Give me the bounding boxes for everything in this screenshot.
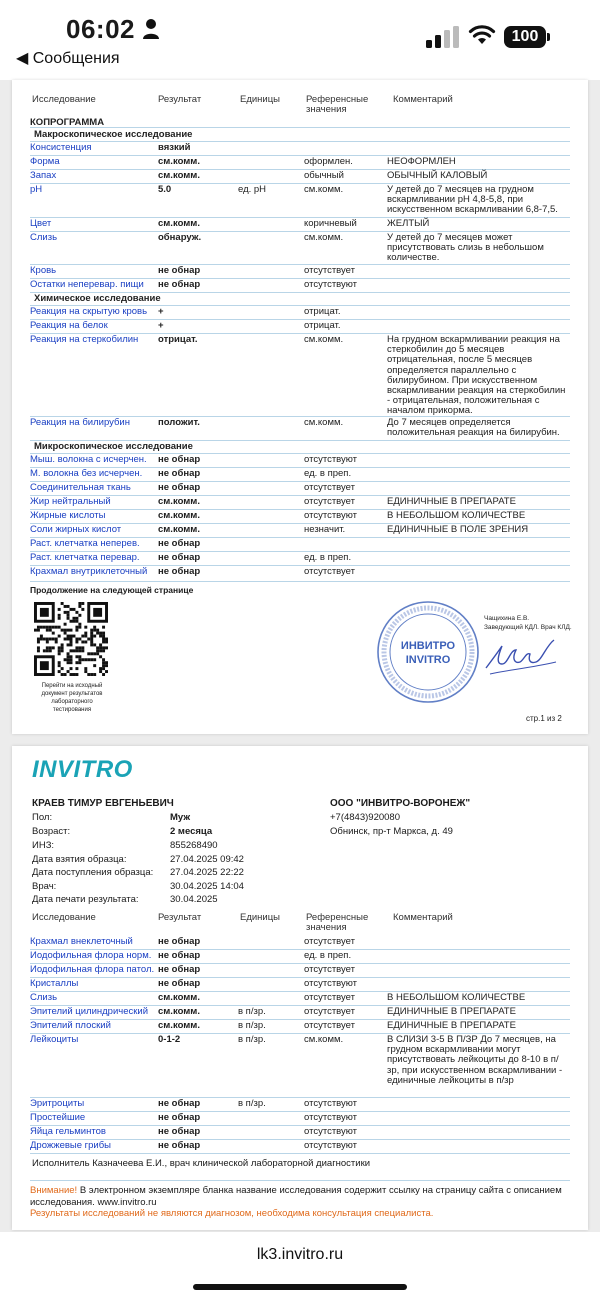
qr-code[interactable] [34, 602, 108, 676]
test-name[interactable]: Запах [30, 171, 57, 181]
report-page-2 [12, 746, 588, 1230]
test-reference: отсутствует [304, 566, 355, 577]
lab-name: ООО "ИНВИТРО-ВОРОНЕЖ" [330, 798, 471, 809]
table-row [30, 334, 570, 417]
table-row [30, 1098, 570, 1112]
test-name[interactable]: Яйца гельминтов [30, 1127, 106, 1137]
test-name[interactable]: Иодофильная флора норм. [30, 951, 152, 961]
table-row [30, 218, 570, 232]
test-result: вязкий [158, 142, 191, 153]
test-name[interactable]: Слизь [30, 993, 58, 1003]
test-name[interactable]: Эритроциты [30, 1099, 85, 1109]
executor: Исполнитель Казначеева Е.И., врач клинической лабораторной диагностики [32, 1158, 371, 1169]
notice-warning: Внимание! [30, 1185, 78, 1196]
test-reference: отсутствуют [304, 978, 358, 989]
test-name[interactable]: pH [30, 185, 43, 195]
test-result: не обнар [158, 978, 201, 989]
url-label[interactable]: lk3.invitro.ru [256, 1246, 344, 1263]
header-reference-1: Референсные [306, 94, 369, 105]
test-unit: в п/зр. [238, 1006, 266, 1017]
test-name[interactable]: Реакция на стеркобилин [30, 335, 139, 345]
test-result: см.комм. [158, 524, 200, 535]
test-comment: На грудном вскармливании реакция на стеркобилин до 5 месяцев отрицательная, после 5 месяцев определяется параллельно с билирубином. При искусственном вскармливании реакция на стеркобилин - отрицательная, положительная с началом прикорма. [387, 334, 566, 417]
stamp-text: ИНВИТРО [400, 640, 456, 652]
section-heading: Химическое исследование [30, 293, 570, 306]
test-result: см.комм. [158, 170, 200, 181]
test-comment: ОБЫЧНЫЙ КАЛОВЫЙ [387, 170, 488, 181]
table-row [30, 964, 570, 978]
test-result: не обнар [158, 1126, 201, 1137]
test-name[interactable]: Раст. клетчатка неперев. [30, 539, 140, 549]
test-reference: см.комм. [304, 417, 344, 428]
signer-block [484, 614, 572, 632]
test-comment: В НЕБОЛЬШОМ КОЛИЧЕСТВЕ [387, 992, 526, 1003]
test-result: не обнар [158, 1140, 201, 1151]
table-row [30, 1112, 570, 1126]
test-reference: см.комм. [304, 1034, 344, 1045]
test-reference: отсутствуют [304, 454, 358, 465]
info-label: Пол: [32, 812, 53, 823]
table-row [30, 978, 570, 992]
info-value: Муж [170, 812, 191, 823]
wifi-icon [468, 24, 496, 46]
table-row [30, 142, 570, 156]
cellular-signal-icon [426, 26, 460, 48]
test-comment: ЖЕЛТЫЙ [387, 218, 430, 229]
header-units: Единицы [240, 912, 281, 923]
report-title: КОПРОГРАММА [30, 118, 570, 128]
bottom-bar [0, 1232, 600, 1300]
battery-indicator: 100 [504, 26, 546, 48]
table-row [30, 496, 570, 510]
test-reference: оформлен. [304, 156, 353, 167]
test-reference: отсутствует [304, 265, 355, 276]
status-bar [0, 0, 600, 80]
header-study: Исследование [32, 912, 96, 923]
table-row [30, 1034, 570, 1098]
test-comment: ЕДИНИЧНЫЕ В ПРЕПАРАТЕ [387, 496, 516, 507]
test-result: не обнар [158, 566, 201, 577]
table-row [30, 1006, 570, 1020]
table-row [30, 170, 570, 184]
test-reference: отсутствует [304, 1006, 355, 1017]
test-result: не обнар [158, 538, 201, 549]
test-name[interactable]: Дрожжевые грибы [30, 1141, 112, 1151]
info-value: 2 месяца [170, 826, 213, 837]
test-name[interactable]: Мыш. волокна с исчерчен. [30, 455, 147, 465]
test-reference: отсутствует [304, 964, 355, 975]
test-name[interactable]: Форма [30, 157, 60, 167]
test-reference: отсутствует [304, 992, 355, 1003]
header-reference-1: Референсные [306, 912, 369, 923]
test-reference: обычный [304, 170, 344, 181]
notice-text: В электронном экземпляре бланка название исследования содержит ссылку на страницу сайта с описанием исследования. www.invitro.ru [30, 1185, 562, 1208]
test-name[interactable]: М. волокна без исчерчен. [30, 469, 143, 479]
test-reference: отсутствуют [304, 510, 358, 521]
test-name[interactable]: Остатки неперевар. пищи [30, 280, 144, 290]
test-result: не обнар [158, 454, 201, 465]
test-reference: см.комм. [304, 232, 344, 243]
test-reference: коричневый [304, 218, 357, 229]
table-row [30, 279, 570, 293]
patient-name: КРАЕВ ТИМУР ЕВГЕНЬЕВИЧ [32, 798, 174, 809]
test-result: см.комм. [158, 1020, 200, 1031]
test-comment: В НЕБОЛЬШОМ КОЛИЧЕСТВЕ [387, 510, 526, 521]
section-heading: Макроскопическое исследование [30, 129, 570, 142]
test-reference: отсутствуют [304, 1098, 358, 1109]
test-unit: в п/зр. [238, 1034, 266, 1045]
person-icon [142, 18, 160, 40]
table-row [30, 468, 570, 482]
table-row [30, 950, 570, 964]
test-reference: отрицат. [304, 306, 341, 317]
header-comment: Комментарий [393, 94, 453, 105]
lab-phone[interactable]: +7(4843)920080 [330, 812, 400, 823]
test-unit: в п/зр. [238, 1098, 266, 1109]
test-reference: см.комм. [304, 334, 344, 345]
info-value: 27.04.2025 22:22 [170, 867, 244, 878]
report-page-1 [12, 80, 588, 734]
table-row [30, 232, 570, 265]
clock: 06:02 [66, 14, 135, 44]
test-name[interactable]: Соли жирных кислот [30, 525, 122, 535]
header-study: Исследование [32, 94, 96, 105]
test-reference: отсутствует [304, 1020, 355, 1031]
table-row [30, 992, 570, 1006]
info-value: 27.04.2025 09:42 [170, 854, 244, 865]
test-result: см.комм. [158, 992, 200, 1003]
continue-note: Продолжение на следующей странице [30, 585, 194, 595]
test-name[interactable]: Лейкоциты [30, 1035, 79, 1045]
header-result: Результат [158, 94, 202, 105]
table-row [30, 1126, 570, 1140]
signer-name: Чащихина Е.В. [484, 615, 530, 622]
table-row [30, 524, 570, 538]
header-reference-2: значения [306, 922, 347, 933]
table-row [30, 306, 570, 320]
table-row [30, 936, 570, 950]
test-name[interactable]: Иодофильная флора патол. [30, 965, 155, 975]
test-reference: отсутствуют [304, 1126, 358, 1137]
back-to-messages-link[interactable]: ◀ Сообщения [16, 50, 120, 67]
test-result: см.комм. [158, 156, 200, 167]
test-name[interactable]: Жирные кислоты [30, 511, 106, 521]
test-comment: У детей до 7 месяцев на грудном вскармливании рН 4,8-5,8, при искусственном вскармливании 6,8-7,5. [387, 184, 558, 216]
header-units: Единицы [240, 94, 281, 105]
test-unit: в п/зр. [238, 1020, 266, 1031]
test-comment: У детей до 7 месяцев может присутствовать слизь в небольшом количестве. [387, 232, 544, 264]
test-result: см.комм. [158, 1006, 200, 1017]
stamp-text-latin: INVITRO [405, 654, 451, 666]
table-row [30, 156, 570, 170]
test-unit: ед. рН [238, 184, 267, 195]
test-name[interactable]: Кристаллы [30, 979, 79, 989]
test-reference: ед. в преп. [304, 950, 352, 961]
test-result: 5.0 [158, 184, 172, 195]
test-reference: отсутствует [304, 496, 355, 507]
table-row [30, 538, 570, 552]
test-reference: ед. в преп. [304, 552, 352, 563]
header-result: Результат [158, 912, 202, 923]
test-name[interactable]: Крахмал внутриклеточный [30, 567, 148, 577]
table-row [30, 417, 570, 441]
test-result: не обнар [158, 1112, 201, 1123]
table-row [30, 454, 570, 468]
info-label: Дата поступления образца: [32, 867, 154, 878]
test-name[interactable]: Цвет [30, 219, 52, 229]
battery-nub [547, 33, 550, 41]
section-heading: Микроскопическое исследование [30, 441, 570, 454]
test-comment: До 7 месяцев определяется положительная реакция на билирубин. [387, 417, 560, 439]
test-result: обнаруж. [158, 232, 202, 243]
test-name[interactable]: Крахмал внеклеточный [30, 937, 133, 947]
qr-caption: Перейти на исходный документ результатов лабораторного тестирования [41, 683, 103, 713]
test-result: не обнар [158, 1098, 201, 1109]
signer-title: Заведующий КДЛ. Врач КЛД. [484, 624, 572, 631]
test-result: + [158, 320, 164, 331]
test-reference: отсутствуют [304, 279, 358, 290]
test-result: положит. [158, 417, 200, 428]
test-name[interactable]: Простейшие [30, 1113, 86, 1123]
test-result: не обнар [158, 964, 201, 975]
table-row [30, 184, 570, 218]
table-row [30, 510, 570, 524]
table-row [30, 320, 570, 334]
disclaimer: Результаты исследований не являются диагнозом, необходима консультация специалиста. [30, 1208, 434, 1219]
test-name[interactable]: Эпителий плоский [30, 1021, 111, 1031]
lab-address: Обнинск, пр-т Маркса, д. 49 [330, 826, 453, 837]
notice [30, 1180, 570, 1209]
test-result: не обнар [158, 265, 201, 276]
signature [480, 632, 560, 678]
test-comment: ЕДИНИЧНЫЕ В ПОЛЕ ЗРЕНИЯ [387, 524, 529, 535]
home-indicator[interactable] [193, 1284, 407, 1290]
test-result: не обнар [158, 936, 201, 947]
test-result: не обнар [158, 552, 201, 563]
info-label: Дата взятия образца: [32, 854, 127, 865]
test-name[interactable]: Раст. клетчатка перевар. [30, 553, 140, 563]
test-comment: НЕОФОРМЛЕН [387, 156, 456, 167]
test-result: не обнар [158, 950, 201, 961]
test-reference: отсутствует [304, 936, 355, 947]
test-reference: см.комм. [304, 184, 344, 195]
test-reference: ед. в преп. [304, 468, 352, 479]
test-result: см.комм. [158, 218, 200, 229]
info-label: Дата печати результата: [32, 894, 139, 905]
table-row [30, 566, 570, 582]
test-result: не обнар [158, 279, 201, 290]
test-name[interactable]: Жир нейтральный [30, 497, 111, 507]
table-row [30, 482, 570, 496]
test-result: см.комм. [158, 510, 200, 521]
test-reference: отрицат. [304, 320, 341, 331]
table-row [30, 265, 570, 279]
test-name[interactable]: Консистенция [30, 143, 92, 153]
test-reference: отсутствуют [304, 1112, 358, 1123]
table-row [30, 1020, 570, 1034]
table-row [30, 1140, 570, 1154]
test-reference: отсутствует [304, 482, 355, 493]
test-name[interactable]: Кровь [30, 266, 57, 276]
test-reference: незначит. [304, 524, 346, 535]
header-comment: Комментарий [393, 912, 453, 923]
test-comment: ЕДИНИЧНЫЕ В ПРЕПАРАТЕ [387, 1020, 516, 1031]
invitro-logo: INVITRO [32, 756, 133, 783]
test-result: 0-1-2 [158, 1034, 181, 1045]
page-number: стр.1 из 2 [526, 714, 562, 723]
test-comment: В СЛИЗИ 3-5 В П/ЗР До 7 месяцев, на грудном вскармливании могут присутствовать лейкоциты до 8-10 в п/зр, при искусственном вскармливании - единичные лейкоциты в п/зр [387, 1034, 563, 1086]
test-name[interactable]: Реакция на скрытую кровь [30, 307, 148, 317]
test-name[interactable]: Слизь [30, 233, 58, 243]
test-name[interactable]: Реакция на белок [30, 321, 108, 331]
test-reference: отсутствуют [304, 1140, 358, 1151]
test-comment: ЕДИНИЧНЫЕ В ПРЕПАРАТЕ [387, 1006, 516, 1017]
info-label: Возраст: [32, 826, 71, 837]
test-result: см.комм. [158, 496, 200, 507]
info-label: ИНЗ: [32, 840, 55, 851]
test-result: не обнар [158, 468, 201, 479]
info-value: 855268490 [170, 840, 218, 851]
test-result: не обнар [158, 482, 201, 493]
test-result: отрицат. [158, 334, 198, 345]
table-row [30, 552, 570, 566]
lab-stamp [376, 600, 480, 704]
header-reference-2: значения [306, 104, 347, 115]
info-label: Врач: [32, 881, 57, 892]
test-result: + [158, 306, 164, 317]
info-value: 30.04.2025 [170, 894, 218, 905]
test-name[interactable]: Реакция на билирубин [30, 418, 130, 428]
test-name[interactable]: Соединительная ткань [30, 483, 131, 493]
test-name[interactable]: Эпителий цилиндрический [30, 1007, 149, 1017]
info-value: 30.04.2025 14:04 [170, 881, 244, 892]
